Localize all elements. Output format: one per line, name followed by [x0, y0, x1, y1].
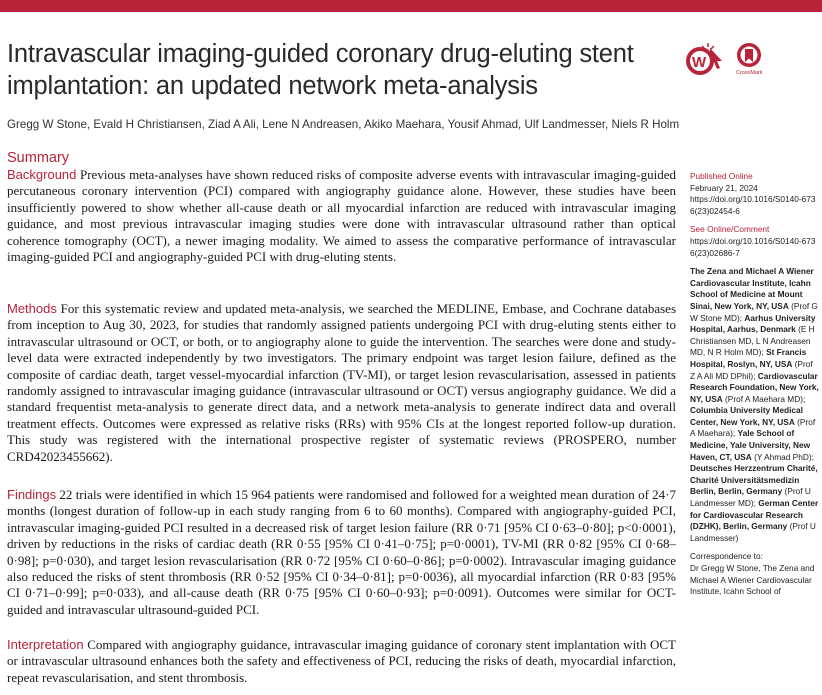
affiliation-people: (Prof U Landmesser MD);: [690, 486, 811, 509]
sidebar: [690, 171, 820, 605]
methods-label: Methods: [7, 301, 57, 316]
abstract-interpretation: [7, 637, 676, 686]
correspondence-block: [690, 551, 820, 597]
affiliations: [690, 266, 820, 544]
svg-text:W: W: [692, 54, 707, 71]
affiliation-people: (Prof A Maehara);: [690, 416, 816, 439]
abstract-methods: [7, 301, 676, 465]
findings-text: 22 trials were identified in which 15 964 patients were randomised and followed for a weighted mean duration of 24·7 months (longest duration of follow-up in each study ranging from 6 to 60 months). Compared with angiography-guided PCI, intravascular imaging-guided PCI resulted in a decreased risk of target lesion failure (RR 0·71 [95% CI 0·63–0·80]; p<0·0001), driven by reductions in the risks of cardiac death (RR 0·55 [95% CI 0·41–0·75]; p=0·0001), TV-MI (RR 0·82 [95% CI 0·68–0·98]; p=0·030), and target lesion revascularisation (RR 0·72 [95% CI 0·60–0·86]; p=0·0002). Intravascular imaging guidance also reduced the risks of stent thrombosis (RR 0·52 [95% CI 0·34–0·81]; p=0·0036), all myocardial infarction (RR 0·83 [95% CI 0·71–0·99]; p=0·033), and all-cause death (RR 0·75 [95% CI 0·60–0·93]; p=0·0091). Outcomes were similar for OCT-guided and intravascular ultrasound-guided PCI.: [7, 487, 677, 617]
affiliation-people: (Prof U Landmesser): [690, 521, 816, 543]
published-label: Published Online: [690, 171, 753, 181]
affiliation-institution: Deutsches Herzzentrum Charité, Charité Universitätsmedizin Berlin, Berlin, Germany: [690, 463, 818, 497]
article-doi-link[interactable]: https://doi.org/10.1016/S0140-6736(23)02454-6: [690, 194, 816, 216]
abstract-background: [7, 167, 676, 265]
author-list: Gregg W Stone, Evald H Christiansen, Ziad A Ali, Lene N Andreasen, Akiko Maehara, Yousif Ahmad, Ulf Landmesser, Niels R Holm: [7, 118, 680, 131]
affiliation-people: (Prof Z A Ali MD DPhil);: [690, 358, 813, 381]
affiliation-institution: German Center for Cardiovascular Research (DZHK), Berlin, Germany: [690, 498, 819, 532]
published-date: February 21, 2024: [690, 182, 758, 193]
crossmark-label: CrossMark: [736, 70, 763, 76]
online-first-logo-icon[interactable]: [686, 40, 728, 80]
journal-color-bar: [0, 0, 822, 12]
comment-block: [690, 224, 820, 259]
see-comment-label: See Online/Comment: [690, 224, 770, 235]
methods-text: For this systematic review and updated meta-analysis, we searched the MEDLINE, Embase, and Cochrane databases from inception to Aug 30, 2023, for studies that randomly assigned patients undergoing PCI with drug-eluting stents either to intravascular ultrasound or OCT, or both, or to angiography alone to guide the intervention. The searches were done and study-level data were extracted independently by two investigators. The primary endpoint was target lesion failure, defined as the composite of cardiac death, target vessel-myocardial infarction (TV-MI), or target lesion revascularisation, assessed in patients randomly assigned to intravascular imaging guidance (intravascular ultrasound or OCT) versus angiography guidance. We did a standard frequentist meta-analysis to generate direct data, and a network meta-analysis to generate indirect data and overall treatment effects. Outcomes were expressed as relative risks (RRs) with 95% CIs at the longest reported follow-up duration. This study was registered with the international prospective register of systematic reviews (PROSPERO, number CRD42023455662).: [7, 301, 676, 464]
interpretation-label: Interpretation: [7, 637, 84, 652]
article-title: Intravascular imaging-guided coronary drug-eluting stent implantation: an updated network meta-analysis: [7, 40, 634, 100]
affiliation-institution: Cardiovascular Research Foundation, New York, NY, USA: [690, 370, 819, 404]
affiliation-institution: Aarhus University Hospital, Aarhus, Denmark: [690, 312, 816, 335]
affiliation-institution: Columbia University Medical Center, New York, NY, USA: [690, 405, 803, 427]
findings-label: Findings: [7, 487, 57, 502]
affiliation-people: (Prof A Maehara MD);: [725, 393, 806, 404]
published-block: [690, 171, 820, 217]
background-label: Background: [7, 167, 77, 182]
correspondence-text: Dr Gregg W Stone, The Zena and Michael A Wiener Cardiovascular Institute, Icahn School of: [690, 563, 815, 597]
abstract-findings: [7, 487, 676, 618]
affiliation-people: (Prof G W Stone MD);: [690, 300, 818, 323]
affiliation-institution: Yale School of Medicine, Yale University, New Haven, CT, USA: [690, 428, 811, 462]
affiliation-institution: St Francis Hospital, Roslyn, NY, USA: [690, 347, 807, 369]
interpretation-text: Compared with angiography guidance, intravascular imaging guidance of coronary stent implantation with OCT or intravascular ultrasound enhances both the safety and effectiveness of PCI, reducing the risks of death, myocardial infarction, repeat revascularisation, and stent thrombosis.: [7, 637, 676, 685]
background-text: Previous meta-analyses have shown reduced risks of composite adverse events with intravascular imaging-guided percutaneous coronary intervention (PCI) compared with angiography guidance alone. However, these studies have been insufficiently powered to show whether all-cause death or all myocardial infarction are reduced with intravascular imaging guidance, and most previous intravascular imaging studies were done with intravascular ultrasound rather than optical coherence tomography (OCT), a newer imaging modality. We aimed to assess the comparative performance of intravascular imaging-guided PCI and angiography-guided PCI with drug-eluting stents.: [7, 167, 677, 265]
summary-heading: Summary: [7, 150, 70, 166]
affiliation-people: (E H Christiansen MD, L N Andreasen MD, N R Holm MD);: [690, 324, 815, 358]
affiliation-people: (Y Ahmad PhD);: [754, 451, 814, 462]
correspondence-label: Correspondence to:: [690, 551, 763, 562]
comment-doi-link[interactable]: https://doi.org/10.1016/S0140-6736(23)02686-7: [690, 235, 816, 258]
crossmark-logo-icon[interactable]: [736, 42, 762, 70]
affiliation-institution: The Zena and Michael A Wiener Cardiovascular Institute, Icahn School of Medicine at Mount Sinai, New York, NY, USA: [690, 266, 814, 311]
